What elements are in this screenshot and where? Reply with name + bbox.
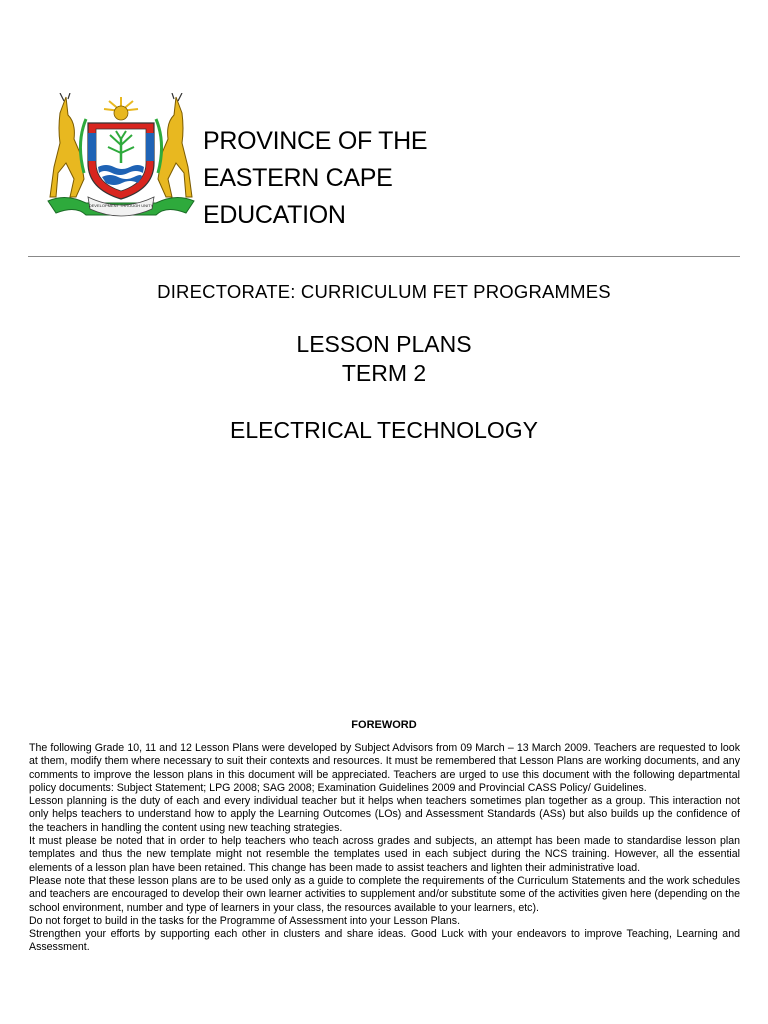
foreword-paragraph: Do not forget to build in the tasks for the Programme of Assessment into your Lesson Plans. bbox=[29, 914, 461, 927]
foreword-paragraph: Please note that these lesson plans are to be used only as a guide to complete the requirements of the Curriculum Statements and the work schedules and teachers are encouraged to develop their own learner activities to supplement and/or substitute some of the activities given here (depending on the school environment, number and type of learners in your class, the resources available to your learners, etc). bbox=[29, 874, 740, 914]
title-line-2: TERM 2 bbox=[341, 360, 427, 386]
foreword-body bbox=[29, 742, 740, 955]
header-divider bbox=[28, 256, 740, 257]
foreword-paragraph: The following Grade 10, 11 and 12 Lesson Plans were developed by Subject Advisors from 09 March – 13 March 2009. Teachers are requested to look at them, modify them where necessary to suit their contexts and resources. It must be remembered that Lesson Plans are working documents, and any comments to improve the lesson plans in this document will be appreciated. Teachers are urged to use this document with the following departmental policy documents: Subject Statement; LPG 2008; SAG 2008; Examination Guidelines 2009 and Provincial CASS Policy/ Guidelines. bbox=[29, 742, 740, 794]
foreword-paragraph: It must please be noted that in order to help teachers who teach across grades and subjects, an attempt has been made to standardise lesson plan templates and thus the new template might not resemble the templates used in each subject during the NCS training. However, all the essential elements of a lesson plan have been retained. This change has been made to assist teachers and lighten their administrative load. bbox=[29, 835, 740, 874]
directorate-heading: DIRECTORATE: CURRICULUM FET PROGRAMMES bbox=[157, 281, 611, 302]
foreword-heading: FOREWORD bbox=[351, 719, 417, 731]
coat-of-arms-icon bbox=[46, 93, 196, 233]
title-line-1: LESSON PLANS bbox=[296, 331, 472, 357]
subject-title: ELECTRICAL TECHNOLOGY bbox=[229, 417, 539, 443]
foreword-paragraph: Lesson planning is the duty of each and every individual teacher but it helps when teachers sometimes plan together as a group. This interaction not only helps teachers to understand how to apply the Learning Outcomes (LOs) and Assessment Standards (ASs) but also builds up the confidence of the teachers in handling the content using new teaching strategies. bbox=[29, 795, 740, 834]
org-line-2: EASTERN CAPE bbox=[203, 164, 393, 192]
foreword-paragraph: Strengthen your efforts by supporting each other in clusters and share ideas. Good Luck with your endeavors to improve Teaching, Learning and Assessment. bbox=[29, 928, 740, 954]
lesson-plans-title bbox=[0, 330, 768, 388]
document-header bbox=[46, 93, 726, 233]
crest-motto: DEVELOPMENT THROUGH UNITY bbox=[88, 203, 154, 208]
org-line-1: PROVINCE OF THE bbox=[203, 127, 428, 155]
organization-name bbox=[203, 123, 427, 234]
org-line-3: EDUCATION bbox=[203, 201, 346, 229]
